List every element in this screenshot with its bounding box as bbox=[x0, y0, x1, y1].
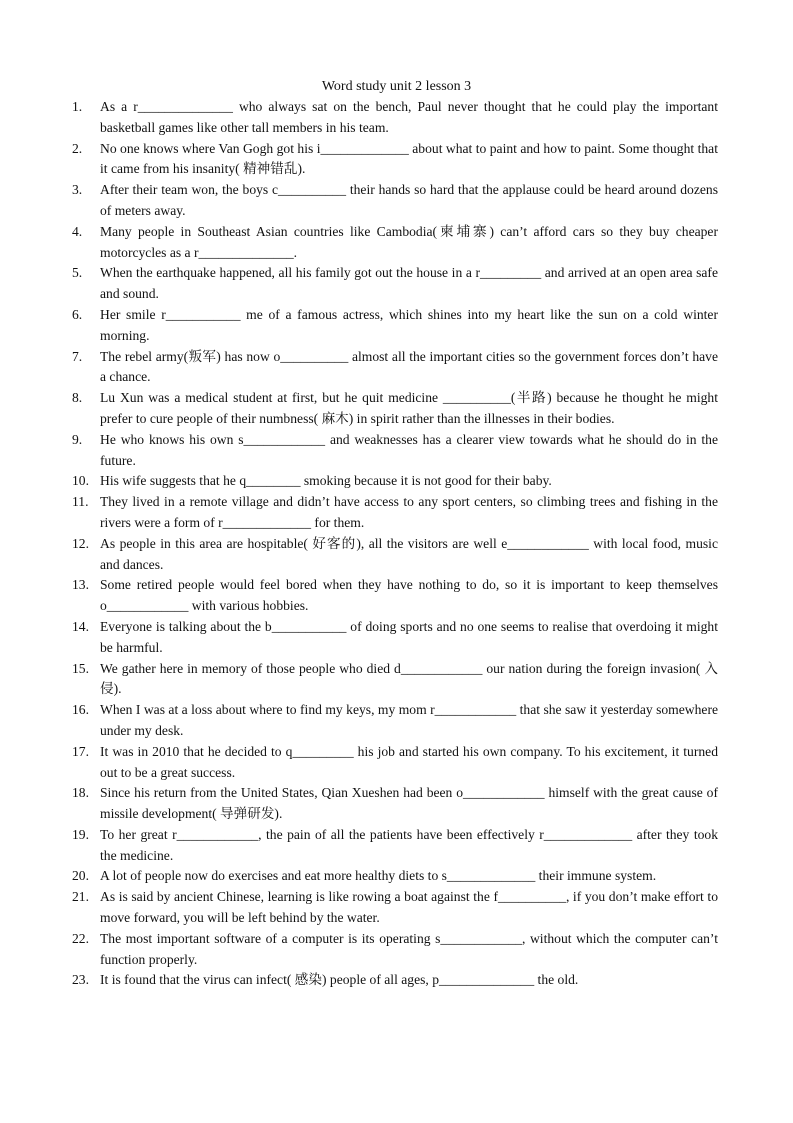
question-item bbox=[72, 305, 718, 347]
question-item bbox=[72, 575, 718, 617]
question-item bbox=[72, 388, 718, 430]
question-item bbox=[72, 825, 718, 867]
question-number: 20. bbox=[72, 868, 89, 884]
question-text: It was in 2010 that he decided to q_________ his job and started his own company. To his excitement, it turned out to be a great success. bbox=[100, 743, 718, 780]
question-text: When I was at a loss about where to find my keys, my mom r____________ that she saw it yesterday somewhere under my desk. bbox=[100, 702, 718, 738]
question-text: The rebel army(叛军) has now o__________ almost all the important cities so the government forces don’t have a chance. bbox=[100, 348, 718, 385]
question-item bbox=[72, 347, 718, 389]
question-text: Since his return from the United States, Qian Xueshen had been o____________ himself with the great cause of missile development( 导弹研发). bbox=[100, 785, 718, 822]
question-text: As people in this area are hospitable( 好客的), all the visitors are well e____________ with local food, music and dances. bbox=[100, 535, 718, 572]
question-item bbox=[72, 180, 718, 222]
question-number: 14. bbox=[72, 618, 89, 634]
question-number: 17. bbox=[72, 743, 89, 759]
question-item bbox=[72, 471, 718, 492]
question-item bbox=[72, 139, 718, 181]
question-item bbox=[72, 929, 718, 971]
question-text: They lived in a remote village and didn’t have access to any sport centers, so climbing trees and fishing in the rivers were a form of r_____________ for them. bbox=[100, 494, 718, 530]
question-text: Her smile r___________ me of a famous actress, which shines into my heart like the sun on a cold winter morning. bbox=[100, 306, 718, 343]
question-item bbox=[72, 887, 718, 929]
question-text: His wife suggests that he q________ smoking because it is not good for their baby. bbox=[100, 473, 552, 489]
worksheet-title: Word study unit 2 lesson 3 bbox=[321, 79, 472, 94]
question-text: After their team won, the boys c__________ their hands so hard that the applause could be heard around dozens of meters away. bbox=[100, 182, 718, 218]
question-item bbox=[72, 866, 718, 887]
question-item bbox=[72, 659, 718, 701]
question-item bbox=[72, 534, 718, 576]
question-number: 2. bbox=[72, 140, 83, 156]
question-text: A lot of people now do exercises and eat more healthy diets to s_____________ their immune system. bbox=[100, 868, 657, 884]
question-number: 3. bbox=[72, 182, 83, 198]
question-item bbox=[72, 492, 718, 534]
question-number: 10. bbox=[72, 473, 89, 489]
question-number: 12. bbox=[72, 535, 89, 551]
question-number: 11. bbox=[72, 494, 89, 510]
question-number: 22. bbox=[72, 930, 89, 946]
question-number: 5. bbox=[72, 265, 83, 281]
question-number: 7. bbox=[72, 348, 83, 364]
question-item bbox=[72, 742, 718, 784]
question-number: 19. bbox=[72, 826, 89, 842]
question-item bbox=[72, 97, 718, 139]
question-number: 8. bbox=[72, 390, 83, 406]
question-text: Everyone is talking about the b___________ of doing sports and no one seems to realise that overdoing it might be harmful. bbox=[100, 618, 718, 655]
question-item bbox=[72, 430, 718, 472]
question-number: 18. bbox=[72, 785, 89, 801]
question-text: The most important software of a computer is its operating s____________, without which the computer can’t function properly. bbox=[100, 930, 718, 967]
question-text: To her great r____________, the pain of all the patients have been effectively r_____________ after they took the medicine. bbox=[100, 826, 718, 863]
question-text: As is said by ancient Chinese, learning is like rowing a boat against the f__________, if you don’t make effort to move forward, you will be left behind by the water. bbox=[100, 889, 718, 926]
question-item bbox=[72, 222, 718, 264]
question-text: Lu Xun was a medical student at first, but he quit medicine __________(半路) because he thought he might prefer to cure people of their numbness( 麻木) in spirit rather than the illnesses in their bodies. bbox=[100, 390, 718, 426]
question-item bbox=[72, 263, 718, 305]
question-number: 15. bbox=[72, 660, 89, 676]
question-number: 21. bbox=[72, 889, 89, 905]
question-text: We gather here in memory of those people who died d____________ our nation during the foreign invasion( 入侵). bbox=[100, 660, 718, 697]
question-text: He who knows his own s____________ and weaknesses has a clearer view towards what he should do in the future. bbox=[100, 431, 718, 468]
question-list bbox=[72, 97, 718, 991]
question-item bbox=[72, 700, 718, 742]
question-number: 23. bbox=[72, 972, 89, 988]
question-text: Many people in Southeast Asian countries like Cambodia(柬埔寨) can’t afford cars so they buy cheaper motorcycles as a r______________. bbox=[100, 223, 718, 260]
question-number: 1. bbox=[72, 99, 83, 114]
question-number: 6. bbox=[72, 306, 83, 322]
question-item bbox=[72, 970, 718, 991]
question-number: 16. bbox=[72, 702, 89, 718]
question-text: Some retired people would feel bored when they have nothing to do, so it is important to keep themselves o____________ with various hobbies. bbox=[100, 577, 718, 614]
question-text: It is found that the virus can infect( 感染) people of all ages, p______________ the old. bbox=[100, 972, 579, 988]
question-text: As a r______________ who always sat on the bench, Paul never thought that he could play the important basketball games like other tall members in his team. bbox=[100, 99, 718, 135]
question-item bbox=[72, 783, 718, 825]
question-item bbox=[72, 617, 718, 659]
question-number: 4. bbox=[72, 223, 83, 239]
question-number: 9. bbox=[72, 431, 83, 447]
question-number: 13. bbox=[72, 577, 89, 593]
question-text: When the earthquake happened, all his family got out the house in a r_________ and arrived at an open area safe and sound. bbox=[100, 265, 718, 302]
question-text: No one knows where Van Gogh got his i_____________ about what to paint and how to paint. Some thought that it came from his insanity( 精神错乱). bbox=[100, 140, 718, 177]
